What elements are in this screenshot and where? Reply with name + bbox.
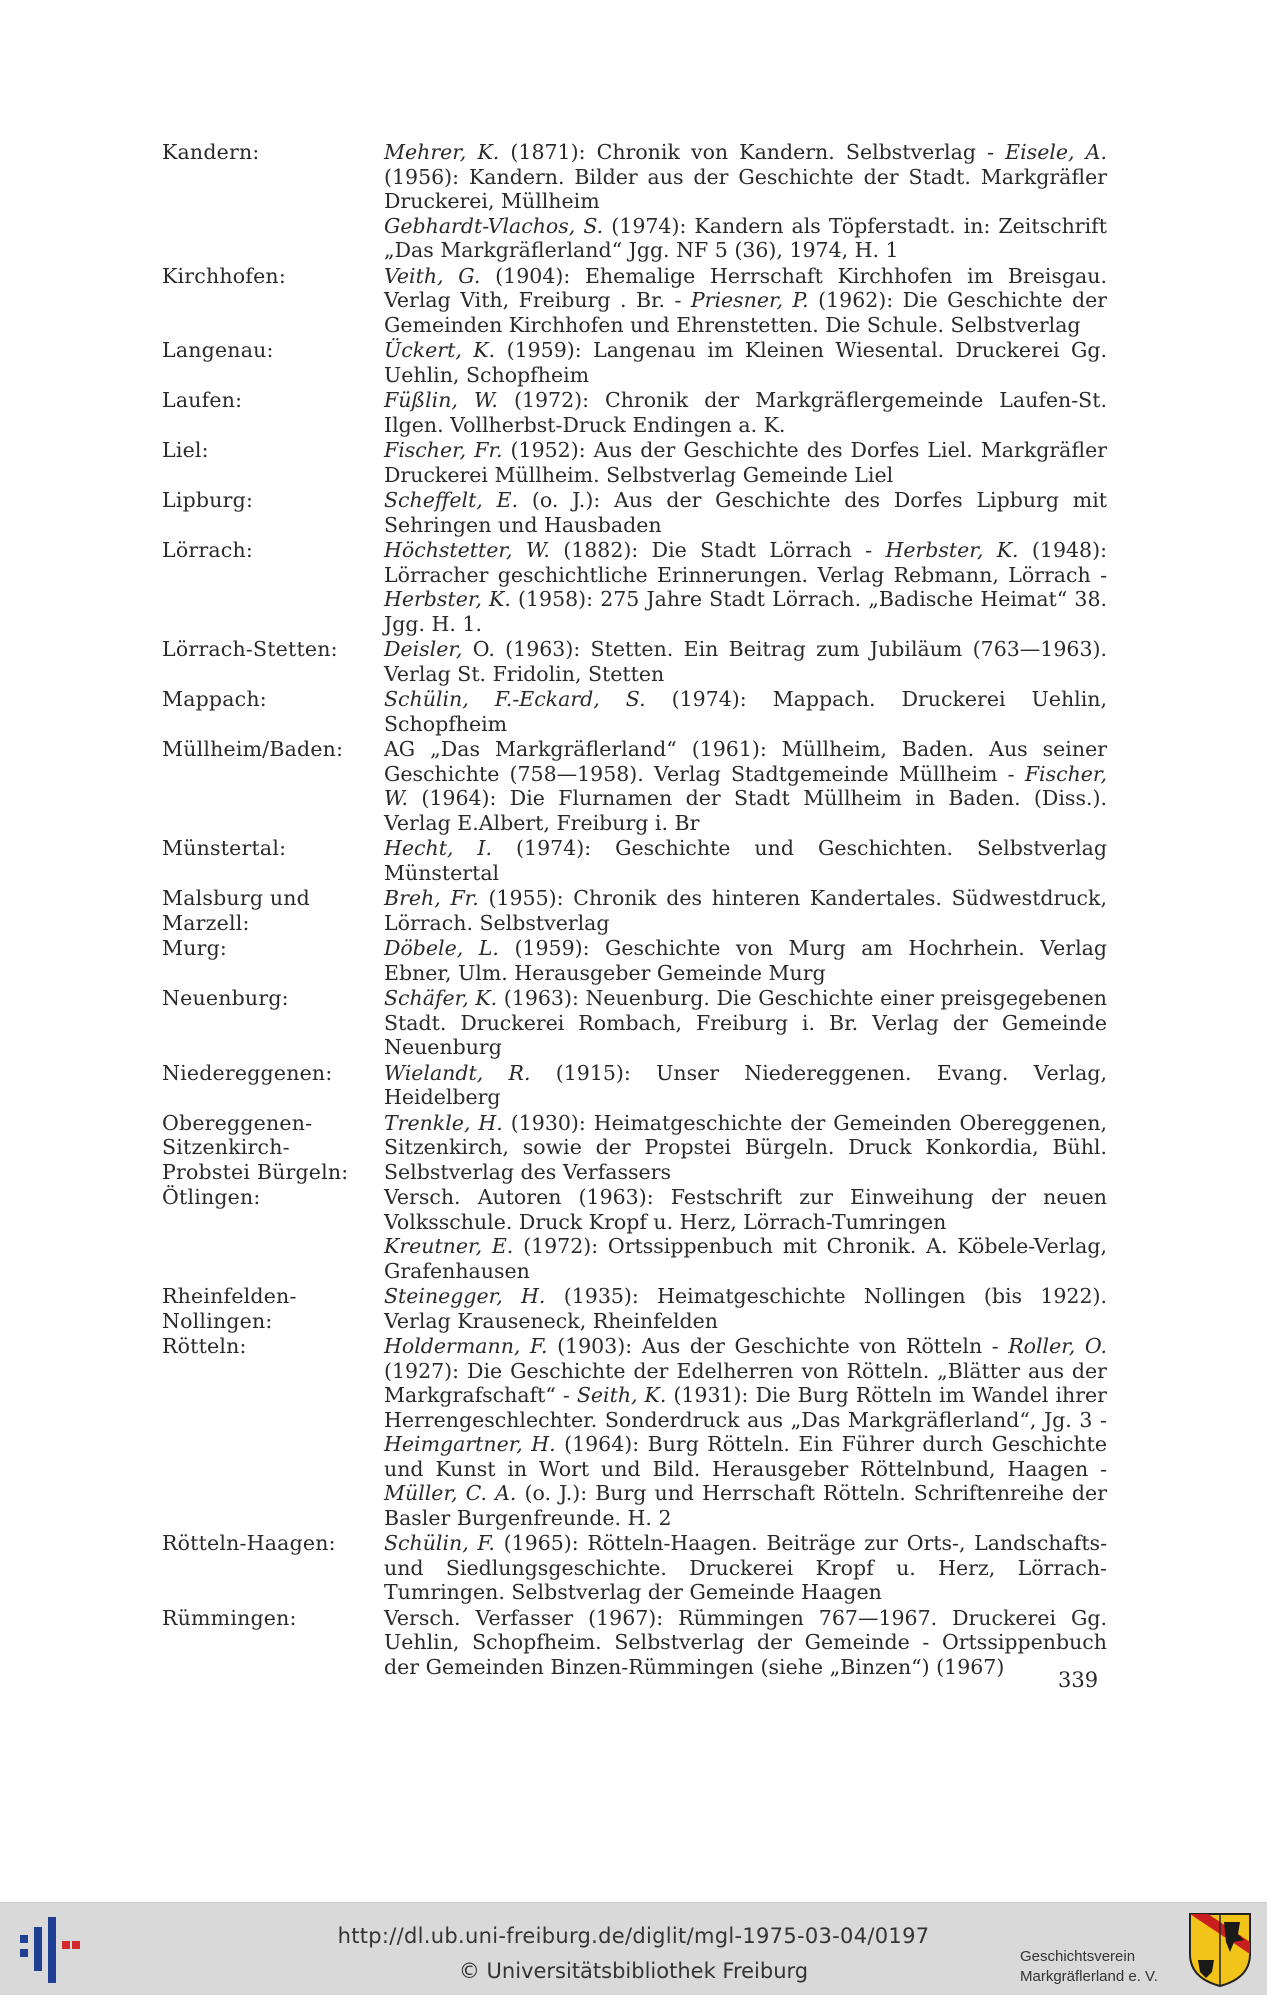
reference-segment: (1871): Chronik von Kandern. Selbstverlag - xyxy=(499,140,1006,164)
place-name: Rheinfelden- Nollingen: xyxy=(162,1284,297,1333)
author-name: Döbele, L. xyxy=(384,936,499,960)
author-name: Fischer, Fr. xyxy=(384,438,503,462)
reference-segment: (1903): Aus der Geschichte von Rötteln - xyxy=(547,1334,1009,1358)
bibliography-entry xyxy=(162,836,1107,885)
references xyxy=(384,1531,1107,1605)
reference-text xyxy=(384,1061,1107,1110)
reference-text xyxy=(384,214,1107,263)
reference-segment: (1964): Die Flurnamen der Stadt Müllheim in Baden. (Diss.). Verlag E.Albert, Freiburg i. Br xyxy=(384,786,1107,835)
reference-text xyxy=(384,140,1107,214)
author-name: Wielandt, R. xyxy=(384,1060,531,1085)
reference-text xyxy=(384,936,1107,985)
reference-segment: (1964): Burg Rötteln. Ein Führer durch Geschichte und Kunst in Wort und Bild. Herausgeber Röttelnbund, Haagen - xyxy=(384,1432,1107,1481)
reference-segment: AG „Das Markgräflerland“ (1961): Müllheim, Baden. Aus seiner Geschichte (758—1958). Verlag Stadtgemeinde Müllheim - xyxy=(384,737,1107,786)
reference-text xyxy=(384,264,1107,338)
reference-segment: (1958): 275 Jahre Stadt Lörrach. „Badische Heimat“ 38. Jgg. H. 1. xyxy=(384,587,1108,636)
society-line-2: Markgräflerland e. V. xyxy=(1020,1968,1158,1985)
place-name: Kandern: xyxy=(162,140,260,164)
author-name: Breh, Fr. xyxy=(384,886,479,910)
crest-icon xyxy=(1188,1912,1252,1988)
bibliography-entry xyxy=(162,637,1107,686)
reference-segment: (1972): Chronik der Markgräflergemeinde Laufen-St. Ilgen. Vollherbst-Druck Endingen a. K. xyxy=(384,388,1107,437)
reference-segment: (1956): Kandern. Bilder aus der Geschichte der Stadt. Markgräfler Druckerei, Müllheim xyxy=(384,164,1107,213)
author-name: Steinegger, H. xyxy=(384,1284,546,1308)
author-name: Herbster, K. xyxy=(885,538,1019,562)
author-name: Füßlin, W. xyxy=(384,388,498,412)
author-name: Seith, K. xyxy=(576,1383,667,1407)
references xyxy=(384,338,1107,387)
bibliography-entry xyxy=(162,1334,1107,1530)
place-name: Müllheim/Baden: xyxy=(162,737,344,761)
bibliography-entry xyxy=(162,264,1107,338)
reference-segment: (1974): Geschichte und Geschichten. Selbstverlag Münstertal xyxy=(384,836,1107,885)
references xyxy=(384,388,1107,437)
references xyxy=(384,264,1107,338)
reference-text xyxy=(384,1606,1107,1680)
references xyxy=(384,1061,1107,1110)
references xyxy=(384,488,1107,537)
reference-segment: (1927): Die Geschichte der Edelherren von Rötteln. „Blätter aus der Markgrafschaft“ - xyxy=(384,1358,1107,1407)
bibliography-entry xyxy=(162,1284,1107,1333)
author-name: Scheffelt, E. xyxy=(384,488,519,512)
author-name: Hecht, I. xyxy=(384,836,493,860)
bibliography-entry xyxy=(162,488,1107,537)
reference-text xyxy=(384,488,1107,537)
place-name: Münstertal: xyxy=(162,836,287,860)
reference-segment: (1930): Heimatgeschichte der Gemeinden Obereggenen, Sitzenkirch, sowie der Propstei Bürgeln. Druck Konkordia, Bühl. Selbstverlag des Verfassers xyxy=(384,1110,1107,1184)
references xyxy=(384,687,1107,736)
references xyxy=(384,1111,1107,1185)
place-name: Lipburg: xyxy=(162,488,254,512)
reference-text xyxy=(384,886,1107,935)
author-name: Trenkle, H. xyxy=(384,1110,503,1135)
reference-segment: (o. J.): Aus der Geschichte des Dorfes Lipburg mit Sehringen und Hausbaden xyxy=(384,488,1108,537)
bibliography-entry xyxy=(162,886,1107,935)
bibliography-entry xyxy=(162,1185,1107,1283)
reference-text xyxy=(384,637,1107,686)
author-name: Veith, G. xyxy=(384,263,481,288)
viewer-footer xyxy=(0,1902,1267,1995)
bibliography-entry xyxy=(162,986,1107,1060)
reference-text xyxy=(384,687,1107,736)
place-name: Rötteln: xyxy=(162,1334,247,1358)
author-name: Kreutner, E. xyxy=(384,1234,514,1258)
reference-text xyxy=(384,438,1107,487)
reference-segment: (1972): Ortssippenbuch mit Chronik. A. Köbele-Verlag, Grafenhausen xyxy=(384,1234,1107,1283)
place-name: Rümmingen: xyxy=(162,1605,297,1630)
references xyxy=(384,986,1107,1060)
bibliography-entry xyxy=(162,438,1107,487)
place-name: Mappach: xyxy=(162,687,267,711)
bibliography-entry xyxy=(162,936,1107,985)
reference-segment: (1974): Mappach. Druckerei Uehlin, Schopfheim xyxy=(384,687,1107,736)
reference-segment: (1882): Die Stadt Lörrach - xyxy=(549,538,886,562)
reference-segment: (1955): Chronik des hinteren Kandertales. Südwestdruck, Lörrach. Selbstverlag xyxy=(384,886,1107,935)
bibliography-entry xyxy=(162,1061,1107,1110)
bibliography-entry xyxy=(162,140,1107,263)
reference-segment: (1974): Kandern als Töpferstadt. in: Zeitschrift „Das Markgräflerland“ Jgg. NF 5 (36), 1974, H. 1 xyxy=(384,213,1107,262)
references xyxy=(384,637,1107,686)
author-name: Mehrer, K. xyxy=(384,140,500,164)
references xyxy=(384,737,1107,835)
reference-text xyxy=(384,388,1107,437)
reference-text xyxy=(384,1234,1107,1283)
reference-segment: (1962): Die Geschichte der Gemeinden Kirchhofen und Ehrenstetten. Die Schule. Selbstverlag xyxy=(384,288,1107,337)
author-name: Ückert, K. xyxy=(384,338,496,362)
society-line-1: Geschichtsverein xyxy=(1020,1948,1136,1965)
reference-text xyxy=(384,1334,1107,1530)
document-url-link[interactable]: http://dl.ub.uni-freiburg.de/diglit/mgl-1975-03-04/0197 xyxy=(337,1924,930,1948)
author-name: Roller, O. xyxy=(1008,1334,1107,1358)
reference-text xyxy=(384,1531,1107,1605)
author-name: Herbster, K. xyxy=(384,587,511,611)
reference-text xyxy=(384,338,1107,387)
author-name: Müller, C. A. xyxy=(384,1481,517,1505)
bibliography-entry xyxy=(162,538,1107,636)
reference-segment: (o. J.): Burg und Herrschaft Rötteln. Schriftenreihe der Basler Burgenfreunde. H. 2 xyxy=(384,1481,1107,1530)
place-name: Liel: xyxy=(162,438,209,462)
references xyxy=(384,886,1107,935)
place-name: Lörrach: xyxy=(162,538,253,562)
bibliography-entry xyxy=(162,687,1107,736)
reference-segment: (1959): Langenau im Kleinen Wiesental. Druckerei Gg. Uehlin, Schopfheim xyxy=(384,338,1108,387)
reference-segment: (1963): Neuenburg. Die Geschichte einer preisgegebenen Stadt. Druckerei Rombach, Freiburg i. Br. Verlag der Gemeinde Neuenburg xyxy=(384,986,1107,1059)
bibliography-entry xyxy=(162,737,1107,835)
place-name: Kirchhofen: xyxy=(162,263,286,288)
reference-segment: (1948): Lörracher geschichtliche Erinnerungen. Verlag Rebmann, Lörrach - xyxy=(384,538,1107,587)
place-name: Ötlingen: xyxy=(162,1185,261,1209)
reference-segment: (1904): Ehemalige Herrschaft Kirchhofen im Breisgau. Verlag Vith, Freiburg . Br. - xyxy=(384,263,1107,312)
author-name: Fischer, W. xyxy=(384,761,1107,810)
place-name: Neuenburg: xyxy=(162,986,289,1010)
reference-text xyxy=(384,986,1107,1060)
reference-segment: (1931): Die Burg Rötteln im Wandel ihrer Herrengeschlechter. Sonderdruck aus „Das Markgräflerland“, Jg. 3 - xyxy=(384,1383,1107,1432)
reference-text xyxy=(384,1284,1107,1333)
place-name: Laufen: xyxy=(162,388,243,412)
place-name: Langenau: xyxy=(162,338,274,362)
references xyxy=(384,1334,1107,1530)
references xyxy=(384,1185,1107,1283)
bibliography-entry xyxy=(162,1606,1107,1680)
reference-text xyxy=(384,538,1107,636)
reference-text xyxy=(384,1185,1107,1234)
reference-segment: (1959): Geschichte von Murg am Hochrhein. Verlag Ebner, Ulm. Herausgeber Gemeinde Murg xyxy=(384,936,1107,985)
place-name: Obereggenen- Sitzenkirch- Probstei Bürgeln: xyxy=(162,1110,349,1184)
place-name: Niedereggenen: xyxy=(162,1060,333,1085)
place-name: Lörrach-Stetten: xyxy=(162,637,338,661)
reference-segment: (1915): Unser Niedereggenen. Evang. Verlag, Heidelberg xyxy=(384,1060,1107,1109)
references xyxy=(384,140,1107,263)
author-name: Eisele, A. xyxy=(1005,140,1107,164)
references xyxy=(384,438,1107,487)
author-name: Gebhardt-Vlachos, S. xyxy=(384,213,604,238)
author-name: Heimgartner, H. xyxy=(384,1432,556,1456)
society-name xyxy=(1020,1947,1158,1987)
copyright-text: © Universitätsbibliothek Freiburg xyxy=(458,1959,809,1983)
bibliography-list xyxy=(162,140,1107,1680)
reference-text xyxy=(384,737,1107,835)
author-name: Höchstetter, W. xyxy=(384,538,550,562)
references xyxy=(384,936,1107,985)
reference-segment: (1965): Rötteln-Haagen. Beiträge zur Orts-, Landschafts- und Siedlungsgeschichte. Druckerei Kropf u. Herz, Lörrach-Tumringen. Selbstverlag der Gemeinde Haagen xyxy=(384,1531,1108,1604)
author-name: Schülin, F.-Eckard, S. xyxy=(384,687,646,711)
reference-segment: (1935): Heimatgeschichte Nollingen (bis 1922). Verlag Krauseneck, Rheinfelden xyxy=(384,1284,1107,1333)
author-name: Holdermann, F. xyxy=(384,1334,548,1358)
author-name: Priesner, P. xyxy=(690,288,809,312)
place-name: Murg: xyxy=(162,936,228,960)
references xyxy=(384,1284,1107,1333)
bibliography-entry xyxy=(162,1111,1107,1185)
reference-segment: (1952): Aus der Geschichte des Dorfes Liel. Markgräfler Druckerei Müllheim. Selbstverlag Gemeinde Liel xyxy=(384,438,1107,487)
references xyxy=(384,1606,1107,1680)
bibliography-entry xyxy=(162,1531,1107,1605)
bibliography-entry xyxy=(162,388,1107,437)
reference-text xyxy=(384,1111,1107,1185)
reference-segment: Versch. Verfasser (1967): Rümmingen 767—1967. Druckerei Gg. Uehlin, Schopfheim. Selbstverlag der Gemeinde - Ortssippenbuch der Gemeinden Binzen-Rümmingen (siehe „Binzen“) (1967) xyxy=(384,1605,1107,1679)
reference-segment: Versch. Autoren (1963): Festschrift zur Einweihung der neuen Volksschule. Druck Kropf u. Herz, Lörrach-Tumringen xyxy=(384,1185,1107,1234)
reference-segment: O. (1963): Stetten. Ein Beitrag zum Jubiläum (763—1963). Verlag St. Fridolin, Stetten xyxy=(384,637,1107,686)
bibliography-entry xyxy=(162,338,1107,387)
author-name: Schäfer, K. xyxy=(384,986,498,1010)
place-name: Malsburg und Marzell: xyxy=(162,886,310,935)
references xyxy=(384,836,1107,885)
reference-text xyxy=(384,836,1107,885)
place-name: Rötteln-Haagen: xyxy=(162,1531,336,1555)
references xyxy=(384,538,1107,636)
author-name: Schülin, F. xyxy=(384,1531,495,1555)
page-number: 339 xyxy=(1058,1668,1099,1692)
author-name: Deisler, xyxy=(384,637,463,661)
